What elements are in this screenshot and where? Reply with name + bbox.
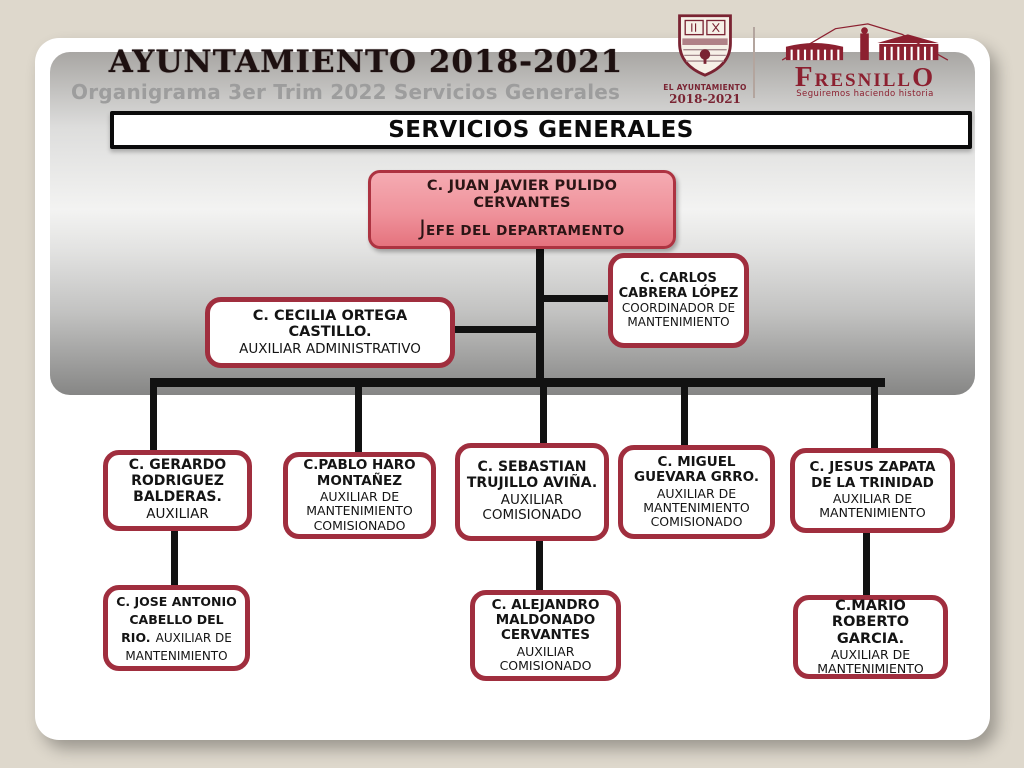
connector-gerardo-jose (171, 529, 178, 587)
ayuntamiento-crest (655, 12, 755, 112)
node-role: AUXILIAR COMISIONADO (499, 643, 592, 674)
node-name: C. MIGUEL GUEVARA GRRO. (634, 453, 759, 486)
node-name: C. JESUS ZAPATA DE LA TRINIDAD (809, 459, 936, 491)
node-role: AUXILIAR (146, 506, 209, 523)
page-title: AYUNTAMIENTO 2018-2021 (108, 44, 624, 80)
node-name: C.PABLO HARO MONTAÑEZ (303, 457, 416, 489)
fresnillo-tagline: Seguiremos haciendo historia (796, 89, 934, 100)
node-text (113, 592, 240, 665)
crest-caption-line2: 2018-2021 (669, 92, 741, 106)
node-role: JEFE DEL DEPARTAMENTO (419, 216, 625, 241)
connector-sebastian-alejandro (536, 539, 543, 592)
fresnillo-wordmark: FRESNILLO (794, 61, 936, 93)
cityscape-icon (772, 22, 958, 62)
crest-caption-line1: EL AYUNTAMIENTO (663, 83, 747, 92)
node-name: C. SEBASTIAN TRUJILLO AVIÑA. (466, 459, 598, 492)
department-banner (110, 111, 972, 149)
node-role: COORDINADOR DE MANTENIMIENTO (621, 301, 736, 329)
connector-drop-gerardo (150, 384, 157, 452)
org-node-mario (793, 595, 948, 679)
org-node-jefe-departamento (368, 170, 676, 249)
org-node-coordinador-mantenimiento (608, 253, 749, 348)
department-banner-label: SERVICIOS GENERALES (388, 117, 694, 143)
org-node-gerardo (103, 450, 252, 531)
connector-jefe-vertical (536, 247, 544, 384)
connector-carlos-stub (540, 295, 610, 302)
org-node-jesus (790, 448, 955, 533)
connector-cecilia-stub (453, 326, 540, 333)
node-name: C. ALEJANDRO MALDONADO CERVANTES (491, 596, 600, 644)
node-name: C. JOSE ANTONIO CABELLO DEL RIO. (116, 593, 237, 645)
org-node-pablo (283, 452, 436, 539)
node-role: AUXILIAR ADMINISTRATIVO (239, 340, 421, 357)
node-name: C. CECILIA ORTEGA CASTILLO. (252, 307, 408, 341)
org-node-alejandro (470, 590, 621, 681)
node-role: AUXILIAR DE MANTENIMIENTO (819, 491, 926, 521)
node-role: AUXILIAR DE MANTENIMIENTO (125, 631, 232, 664)
org-node-sebastian (455, 443, 609, 541)
node-name: C.MARIO ROBERTO GARCIA. (831, 598, 910, 647)
node-role: AUXILIAR DE MANTENIMIENTO COMISIONADO (306, 489, 413, 533)
fresnillo-logo (763, 22, 967, 106)
node-name: C. JUAN JAVIER PULIDO CERVANTES (426, 178, 618, 211)
connector-drop-pablo (355, 384, 362, 454)
connector-drop-sebastian (540, 384, 547, 445)
node-role: AUXILIAR DE MANTENIMIENTO COMISIONADO (643, 485, 750, 529)
org-node-auxiliar-administrativo (205, 297, 455, 368)
node-name: C. GERARDO RODRIGUEZ BALDERAS. (128, 457, 227, 506)
page-subtitle: Organigrama 3er Trim 2022 Servicios Generales (71, 80, 621, 104)
node-role: AUXILIAR DE MANTENIMIENTO (817, 646, 924, 676)
logo-divider (753, 27, 755, 98)
connector-main-bar (150, 378, 885, 387)
org-node-miguel (618, 445, 775, 539)
connector-jesus-mario (863, 531, 870, 597)
connector-drop-miguel (681, 384, 688, 447)
connector-drop-jesus (871, 384, 878, 450)
node-role: AUXILIAR COMISIONADO (482, 492, 582, 524)
shield-icon (673, 12, 737, 78)
node-name: C. CARLOS CABRERA LÓPEZ (618, 271, 739, 301)
org-node-jose (103, 585, 250, 671)
